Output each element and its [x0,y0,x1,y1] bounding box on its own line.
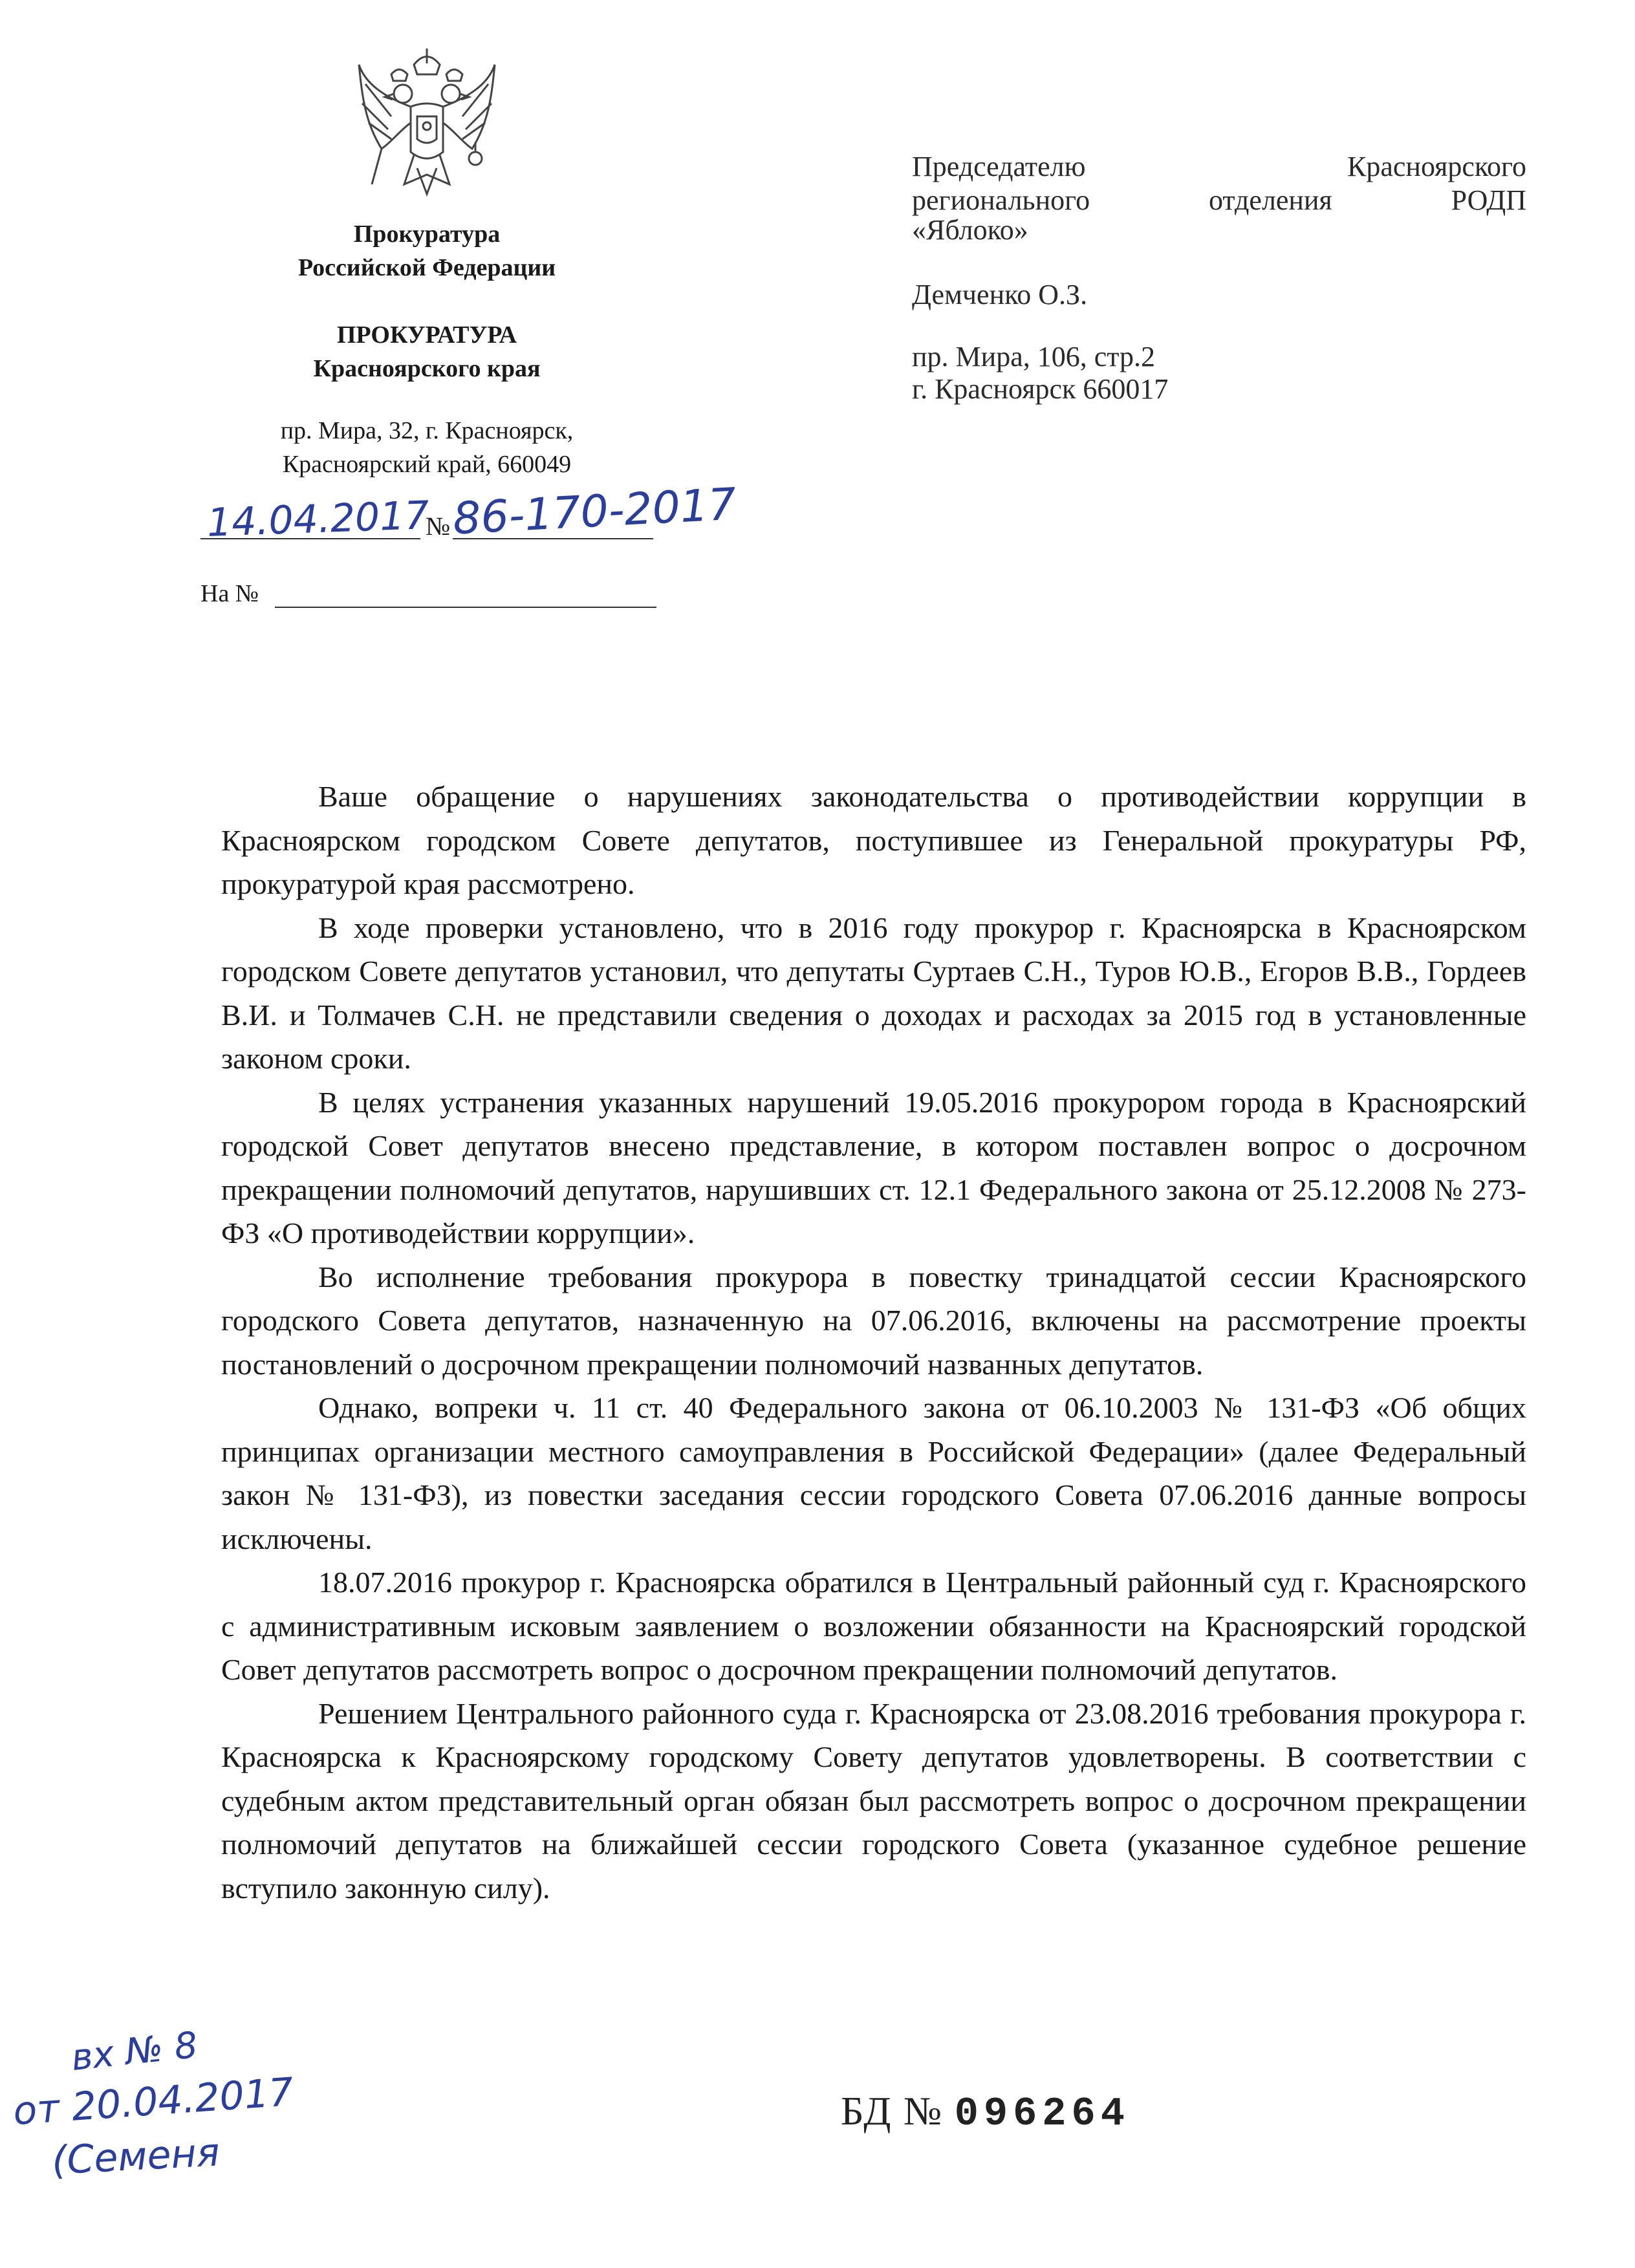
letter-body [221,775,1526,1910]
form-serial [841,2089,1130,2137]
org-name-line2: Российской Федерации [298,254,556,281]
recipient-title-word3: регионального [912,184,1090,216]
serial-prefix: БД № [841,2090,944,2133]
dept-name-line1: ПРОКУРАТУРА [336,321,517,349]
body-paragraph-1: Ваше обращение о нарушениях законодательства о противодействии коррупции в Красноярском городском Совете депутатов, поступившее из Генеральной прокуратуры РФ, прокуратурой края рассмотрено. [221,780,1526,900]
recipient-address-line2: г. Красноярск 660017 [912,373,1169,405]
handwritten-note-line1: вх № 8 [69,2024,200,2080]
outgoing-date: 14.04.2017 [206,493,430,546]
body-paragraph-5: Однако, вопреки ч. 11 ст. 40 Федерального закона от 06.10.2003 № 131-ФЗ «Об общих принципах организации местного самоуправления в Российской Федерации» (далее Федеральный закон № 131-ФЗ), из повестки заседания сессии городского Совета 07.06.2016 данные вопросы исключены. [221,1391,1526,1555]
body-paragraph-2: В ходе проверки установлено, что в 2016 году прокурор г. Красноярска в Красноярском городском Совете депутатов установил, что депутаты Суртаев С.Н., Туров Ю.В., Егоров В.В., Гордеев В.И. и Толмачев С.Н. не представили сведения о доходах и расходах за 2015 год в установленные законом сроки. [221,911,1526,1075]
handwritten-note-line2: от 20.04.2017 [12,2069,296,2135]
body-paragraph-7: Решением Центрального районного суда г. Красноярска от 23.08.2016 требования прокурора г. Красноярска к Красноярскому городскому Совету депутатов удовлетворены. В соответствии с судебным актом представительный орган обязан был рассмотреть вопрос о досрочном прекращении полномочий депутатов на ближайшей сессии городского Совета (указанное судебное решение вступило законную силу). [221,1696,1526,1905]
handwritten-note-line3: (Семеня [50,2130,221,2184]
recipient-line2 [912,184,1526,217]
recipient-address-line1: пр. Мира, 106, стр.2 [912,341,1156,373]
reply-underline [275,607,656,608]
double-headed-eagle-emblem-icon [352,45,501,200]
recipient-title-word2: Красноярского [1347,151,1526,182]
reply-label: На № [200,580,259,607]
recipient-line1 [912,150,1526,184]
dept-name-line2: Красноярского края [313,355,541,382]
recipient-party: «Яблоко» [912,214,1028,246]
body-paragraph-3: В целях устранения указанных нарушений 19.05.2016 прокурором города в Красноярский городской Совет депутатов внесено представление, в котором поставлен вопрос о досрочном прекращении полномочий депутатов, нарушивших ст. 12.1 Федерального закона от 25.12.2008 № 273-ФЗ «О противодействии коррупции». [221,1085,1526,1249]
number-sign: № [426,512,451,541]
body-paragraph-4: Во исполнение требования прокурора в повестку тринадцатой сессии Красноярского городского Совета депутатов, назначенную на 07.06.2016, включены на рассмотрение проекты постановлений о досрочном прекращении полномочий названных депутатов. [221,1260,1526,1381]
body-paragraph-6: 18.07.2016 прокурор г. Красноярска обратился в Центральный районный суд г. Красноярского с административным исковым заявлением о возложении обязанности на Красноярский городской Совет депутатов рассмотреть вопрос о досрочном прекращении полномочий депутатов. [221,1566,1526,1686]
serial-number: 096264 [954,2091,1130,2137]
outgoing-number: 86-170-2017 [451,479,738,545]
recipient-name: Демченко О.З. [912,279,1088,310]
recipient-title-word4: отделения [1208,184,1332,216]
org-name-line1: Прокуратура [353,221,501,248]
recipient-title-word1: Председателю [912,151,1086,182]
sender-address-line2: Красноярский край, 660049 [282,451,572,478]
sender-address-line1: пр. Мира, 32, г. Красноярск, [280,417,574,444]
recipient-title-word5: РОДП [1451,184,1526,216]
